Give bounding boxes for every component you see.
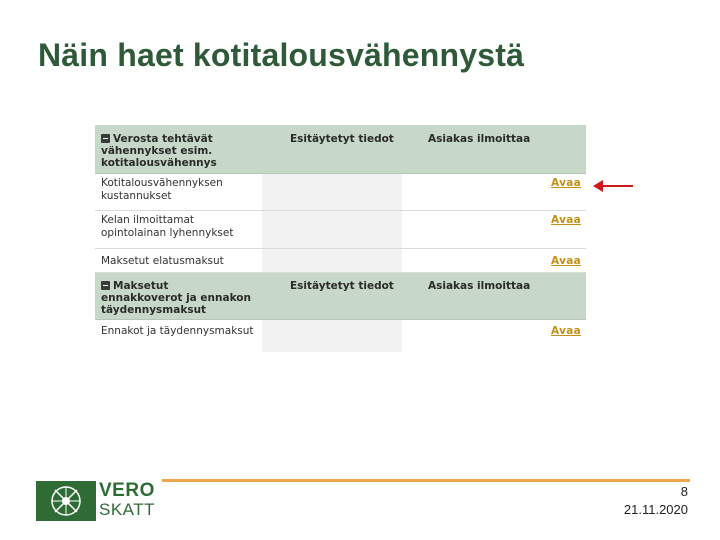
section-header-title[interactable]: Maksetut ennakkoverot ja ennakon täydennysmaksut (101, 280, 251, 316)
logo-text-vero: VERO (99, 480, 155, 501)
logo-text-skatt: SKATT (99, 500, 156, 519)
column-header-prefilled: Esitäytetyt tiedot (290, 133, 394, 145)
logo-emblem-icon (36, 481, 96, 521)
section-header-title[interactable]: Verosta tehtävät vähennykset esim. kotitalousvähennys (101, 133, 217, 169)
table-row (95, 211, 586, 249)
row-label: Kotitalousvähennyksen kustannukset (101, 177, 223, 202)
vero-skatt-logo (36, 481, 154, 519)
column-header-customer-reports: Asiakas ilmoittaa (428, 280, 531, 292)
table-row (95, 320, 586, 352)
column-header-customer-reports: Asiakas ilmoittaa (428, 133, 531, 145)
row-label: Maksetut elatusmaksut (101, 255, 224, 267)
section-header-prepayments (95, 273, 586, 320)
page-number: 8 (680, 484, 688, 499)
row-label: Kelan ilmoittamat opintolainan lyhennykset (101, 214, 234, 239)
footer-divider (162, 479, 690, 482)
open-link[interactable]: Avaa (551, 214, 581, 226)
open-link[interactable]: Avaa (551, 177, 581, 189)
section-header-deductions (95, 125, 586, 174)
red-arrow-icon (589, 176, 635, 196)
slide-title: Näin haet kotitalousvähennystä (38, 37, 525, 73)
table-row (95, 249, 586, 273)
collapse-icon[interactable] (101, 134, 110, 143)
slide-date: 21.11.2020 (623, 502, 688, 517)
deductions-table-screenshot (95, 125, 586, 352)
collapse-icon[interactable] (101, 281, 110, 290)
column-header-prefilled: Esitäytetyt tiedot (290, 280, 394, 292)
table-row (95, 174, 586, 211)
open-link[interactable]: Avaa (551, 255, 581, 267)
open-link[interactable]: Avaa (551, 325, 581, 337)
row-label: Ennakot ja täydennysmaksut (101, 325, 254, 337)
